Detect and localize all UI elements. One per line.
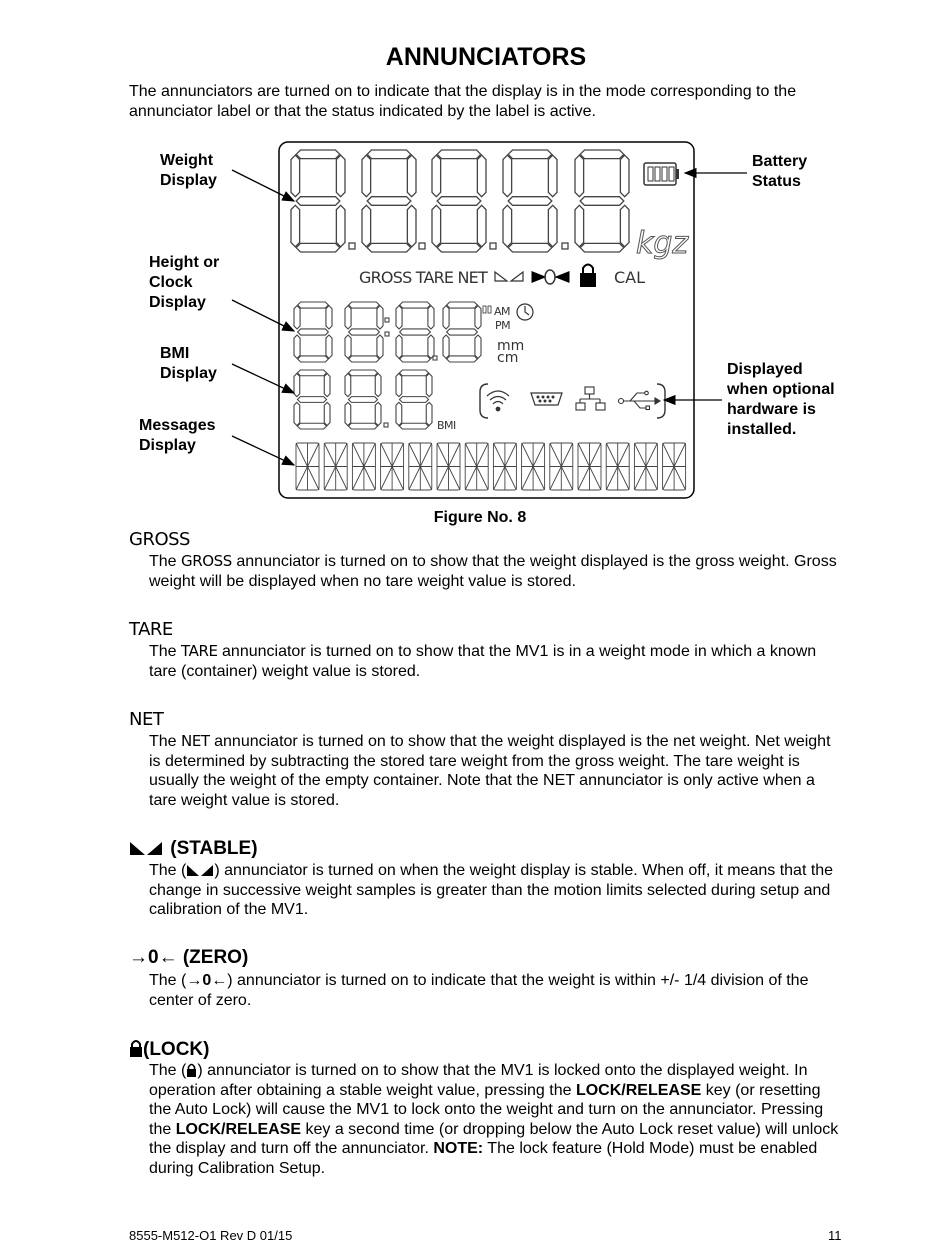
section-body-gross (149, 552, 839, 591)
callout-line: Display (160, 172, 217, 189)
body-prefix: The (149, 553, 182, 570)
callout-line: Display (149, 294, 206, 311)
callout-line: Displayed (727, 361, 803, 378)
callout-line: Status (752, 173, 801, 190)
footer-page-number: 11 (828, 1228, 842, 1243)
term-gross: GROSS (181, 552, 232, 570)
callout-messages-display (139, 416, 216, 456)
body-prefix: The (149, 733, 182, 750)
callout-battery-status (752, 152, 807, 192)
footer-doc-id: 8555-M512-O1 Rev D 01/15 (129, 1228, 293, 1243)
message-cell (437, 443, 460, 490)
body-text: annunciator is turned on to show that the weight displayed is the gross weight. Gross weight will be displayed when no tare weight value is stored. (149, 553, 837, 590)
section-body-zero (149, 971, 839, 1010)
body-text: key a second time (or dropping below the Auto Lock reset value) will unlock the display and turn off the annunciator. (149, 1120, 839, 1158)
gross-tare-net-label: GROSS TARE NET (359, 268, 487, 287)
section-heading-gross: GROSS (129, 529, 190, 550)
pm-label: PM (495, 319, 511, 332)
message-cell (296, 443, 319, 490)
body-text: annunciator is turned on to show that the MV1 is in a weight mode in which a known tare (container) weight value is stored. (149, 643, 817, 680)
key-release: RELEASE (625, 1081, 702, 1099)
callout-line: when optional (727, 381, 835, 398)
message-cell (381, 443, 404, 490)
paren: ( (143, 1039, 150, 1060)
message-cell (606, 443, 629, 490)
body-text: ) annunciator is turned on to indicate that the weight is within +/- 1/4 division of the center of zero. (149, 972, 809, 1009)
body-prefix: The ( (149, 1062, 187, 1079)
bmi-label: BMI (437, 419, 456, 432)
callout-bmi-display (160, 344, 217, 384)
section-heading-tare: TARE (129, 619, 173, 640)
section-body-stable (149, 861, 839, 920)
callout-height-display (149, 253, 219, 313)
message-cell (465, 443, 488, 490)
lock-icon (186, 1063, 197, 1077)
zero-icon: →0← (129, 947, 178, 968)
callout-line: Height or (149, 254, 220, 271)
callout-line: hardware is (727, 401, 816, 418)
body-text: annunciator is turned on to show that the weight displayed is the net weight. Net weight is determined by subtracting the stored tare weight from the gross weight. The tare weight is usually the weight of the empty container. Note that the NET annunciator is only active when a tare weight value is stored. (149, 733, 831, 809)
callout-line: Display (139, 437, 196, 454)
body-prefix: The (149, 643, 182, 660)
callout-line: Battery (752, 153, 808, 170)
key-slash: / (221, 1120, 226, 1138)
message-cell (352, 443, 375, 490)
callout-line: Display (160, 365, 217, 382)
figure-caption: Figure No. 8 (433, 509, 527, 526)
annunciator-figure (0, 0, 950, 540)
key-release: RELEASE (225, 1120, 302, 1138)
message-cell (634, 443, 657, 490)
callout-optional-hardware (727, 360, 835, 440)
message-cell (409, 443, 432, 490)
callout-line: Clock (149, 274, 193, 291)
heading-text: LOCK (149, 1039, 204, 1060)
section-body-tare (149, 642, 839, 681)
body-text: key (or resetting the Auto Lock) will cause the MV1 to lock onto the weight and turn on the annunciator. Pressing the (149, 1081, 824, 1138)
lock-icon (129, 1039, 143, 1057)
callout-line: Messages (139, 417, 216, 434)
message-cell (663, 443, 686, 490)
paren: ) (203, 1039, 210, 1060)
heading-text: (STABLE) (170, 838, 258, 859)
note-text: The lock feature (Hold Mode) must be enabled during Calibration Setup. (149, 1140, 818, 1177)
callout-line: Weight (160, 152, 214, 169)
stable-icon (129, 840, 165, 856)
section-body-lock (149, 1061, 839, 1179)
body-text: ) annunciator is turned on when the weight display is stable. When off, it means that the change in successive weight samples is greater than the motion limits selected during setup and calibration of the MV1. (149, 862, 834, 919)
key-slash: / (621, 1081, 626, 1099)
section-body-net (149, 732, 839, 810)
callout-line: installed. (727, 421, 797, 438)
body-prefix: The ( (149, 972, 187, 989)
stable-icon (186, 864, 214, 877)
section-heading-net: NET (129, 709, 164, 730)
key-lock: LOCK (175, 1120, 222, 1138)
cal-label: CAL (614, 268, 646, 287)
callout-weight-display (160, 151, 217, 191)
term-tare: TARE (181, 642, 218, 660)
zero-icon: →0← (186, 972, 228, 989)
section-heading-stable (129, 838, 258, 860)
page-title: ANNUNCIATORS (385, 43, 587, 71)
units-label: kgz (636, 226, 689, 261)
am-label: AM (494, 305, 511, 318)
section-heading-lock (129, 1039, 209, 1061)
body-text: ) annunciator is turned on to show that the MV1 is locked onto the displayed weight. In operation after obtaining a stable weight value, pressing the (149, 1062, 808, 1099)
message-cell (550, 443, 573, 490)
message-cell (493, 443, 516, 490)
note-label: NOTE: (433, 1140, 484, 1158)
body-prefix: The ( (149, 862, 187, 879)
term-net: NET (181, 732, 210, 750)
intro-paragraph: The annunciators are turned on to indicate that the display is in the mode corresponding to the annunciator label or that the status indicated by the label is active. (129, 83, 797, 120)
key-lock: LOCK (575, 1081, 622, 1099)
message-cell (522, 443, 545, 490)
cm-label: cm (497, 350, 519, 366)
mm-label: mm (497, 338, 525, 354)
heading-text: (ZERO) (182, 947, 249, 968)
message-cell (324, 443, 347, 490)
callout-line: BMI (160, 345, 190, 362)
section-heading-zero (129, 947, 248, 969)
message-cell (578, 443, 601, 490)
